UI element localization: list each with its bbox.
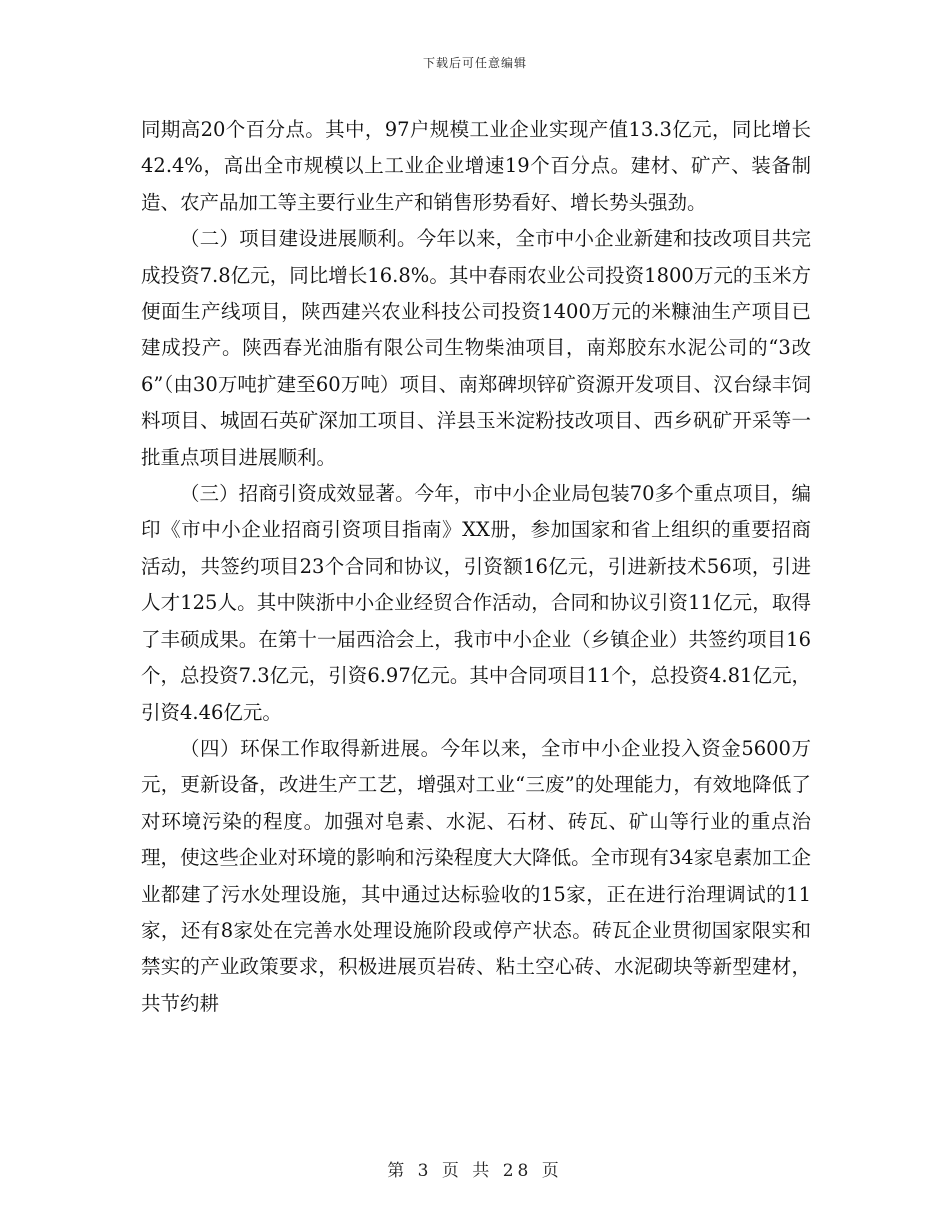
body-text — [141, 112, 811, 1022]
paragraph-investment-attraction: （三）招商引资成效显著。今年，市中小企业局包装70多个重点项目，编印《市中小企业招商引资项目指南》XX册，参加国家和省上组织的重要招商活动，共签约项目23个合同和协议，引资额16亿元，引进新技术56项，引进人才125人。其中陕浙中小企业经贸合作活动，合同和协议引资11亿元，取得了丰硕成果。在第十一届西洽会上，我市中小企业（乡镇企业）共签约项目16个，总投资7.3亿元，引资6.97亿元。其中合同项目11个，总投资4.81亿元，引资4.46亿元。 — [141, 482, 811, 724]
page-footer: 第 3 页 共 28 页 — [387, 1161, 563, 1181]
paragraph-project-construction: （二）项目建设进展顺利。今年以来，全市中小企业新建和技改项目共完成投资7.8亿元，同比增长16.8%。其中春雨农业公司投资1800万元的玉米方便面生产线项目，陕西建兴农业科技公司投资1400万元的米糠油生产项目已建成投产。陕西春光油脂有限公司生物柴油项目，南郑胶东水泥公司的“3改6”（由30万吨扩建至60万吨）项目、南郑碑坝锌矿资源开发项目、汉台绿丰饲料项目、城固石英矿深加工项目、洋县玉米淀粉技改项目、西乡矾矿开采等一批重点项目进展顺利。 — [141, 227, 811, 469]
paragraph-environmental-protection: （四）环保工作取得新进展。今年以来，全市中小企业投入资金5600万元，更新设备，改进生产工艺，增强对工业“三废”的处理能力，有效地降低了对环境污染的程度。加强对皂素、水泥、石材、砖瓦、矿山等行业的重点治理，使这些企业对环境的影响和污染程度大大降低。全市现有34家皂素加工企业都建了污水处理设施，其中通过达标验收的15家，正在进行治理调试的11家，还有8家处在完善水处理设施阶段或停产状态。砖瓦企业贯彻国家限实和禁实的产业政策要求，积极进展页岩砖、粘土空心砖、水泥砌块等新型建材，共节约耕 — [141, 736, 811, 1015]
page-header: 下载后可任意编辑 — [422, 56, 527, 70]
paragraph-continuation: 同期高20个百分点。其中，97户规模工业企业实现产值13.3亿元，同比增长42.4%，高出全市规模以上工业企业增速19个百分点。建材、矿产、装备制造、农产品加工等主要行业生产和销售形势看好、增长势头强劲。 — [141, 118, 811, 214]
